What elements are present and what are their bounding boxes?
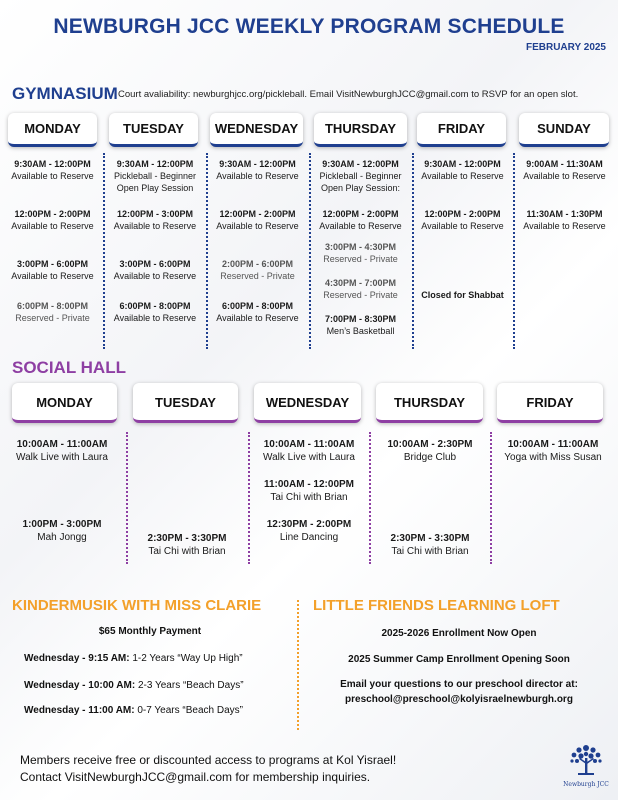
- kindermusik-session: Wednesday - 9:15 AM: 1-2 Years “Way Up High”: [24, 653, 243, 664]
- gym-separator: [103, 153, 105, 349]
- schedule-slot: 6:00PM - 8:00PM Available to Reserve: [216, 301, 299, 323]
- social-slot-thursday-1: 10:00AM - 2:30PM Bridge Club: [387, 439, 473, 463]
- tree-icon: [566, 742, 606, 776]
- social-tab-friday: FRIDAY: [497, 383, 603, 423]
- gym-tab-thursday: THURSDAY: [314, 113, 407, 147]
- social-slot-tuesday-1: 2:30PM - 3:30PM Tai Chi with Brian: [147, 533, 227, 557]
- gym-column-monday: [4, 158, 101, 348]
- social-slot-thursday-2: 2:30PM - 3:30PM Tai Chi with Brian: [390, 533, 470, 557]
- gymnasium-note: Court avaliability: newburghjcc.org/pickleball. Email VisitNewburghJCC@gmail.com to RSVP for an open slot.: [118, 89, 579, 100]
- kindermusik-session: Wednesday - 11:00 AM: 0-7 Years “Beach Days”: [24, 705, 243, 716]
- schedule-slot: 3:00PM - 4:30PM Reserved - Private: [323, 242, 398, 264]
- loft-email-link[interactable]: preschool@preschool@kolyisraelnewburgh.org: [345, 694, 573, 705]
- schedule-slot: 9:00AM - 11:30AM Available to Reserve: [523, 159, 606, 181]
- gym-tab-sunday: SUNDAY: [519, 113, 609, 147]
- gym-column-friday: [414, 158, 511, 348]
- gym-column-sunday: [515, 158, 614, 348]
- schedule-slot: 9:30AM - 12:00PM Available to Reserve: [216, 159, 299, 181]
- gym-tab-wednesday: WEDNESDAY: [210, 113, 303, 147]
- social-tab-wednesday: WEDNESDAY: [254, 383, 361, 423]
- loft-email-prompt: Email your questions to our preschool director at:: [340, 679, 578, 690]
- schedule-slot: 12:00PM - 2:00PM Available to Reserve: [11, 209, 94, 231]
- gymnasium-heading: GYMNASIUM: [12, 84, 118, 103]
- schedule-slot: 3:00PM - 6:00PM Available to Reserve: [11, 259, 94, 281]
- page-subtitle-month: FEBRUARY 2025: [525, 42, 606, 53]
- schedule-slot: 3:00PM - 6:00PM Available to Reserve: [113, 259, 197, 281]
- social-slot-monday-1: 10:00AM - 11:00AM Walk Live with Laura: [16, 439, 108, 463]
- schedule-slot: 11:30AM - 1:30PM Available to Reserve: [523, 209, 606, 231]
- social-slot-wednesday-1: 10:00AM - 11:00AM Walk Live with Laura: [263, 439, 355, 463]
- schedule-slot: 12:00PM - 3:00PM Available to Reserve: [113, 209, 197, 231]
- gym-column-thursday: [311, 158, 410, 348]
- schedule-slot: 12:00PM - 2:00PM Available to Reserve: [319, 209, 402, 231]
- schedule-slot: Closed for Shabbat: [421, 290, 504, 300]
- schedule-slot: 9:30AM - 12:00PM Available to Reserve: [11, 159, 94, 181]
- kindermusik-payment: $65 Monthly Payment: [98, 626, 202, 637]
- social-slot-monday-2: 1:00PM - 3:00PM Mah Jongg: [22, 519, 102, 543]
- schedule-slot: 12:00PM - 2:00PM Available to Reserve: [216, 209, 299, 231]
- social-tab-tuesday: TUESDAY: [133, 383, 238, 423]
- gym-tab-friday: FRIDAY: [417, 113, 506, 147]
- schedule-slot: 9:30AM - 12:00PM Available to Reserve: [421, 159, 504, 181]
- kindermusik-session: Wednesday - 10:00 AM: 2-3 Years “Beach Days”: [24, 680, 244, 691]
- schedule-slot: 9:30AM - 12:00PM Pickleball - Beginner Open Play Session:: [319, 159, 402, 193]
- gym-column-tuesday: [106, 158, 204, 348]
- gym-tab-tuesday: TUESDAY: [109, 113, 198, 147]
- social-hall-heading: SOCIAL HALL: [12, 358, 126, 377]
- schedule-slot: 6:00PM - 8:00PM Reserved - Private: [15, 301, 90, 323]
- schedule-slot: 9:30AM - 12:00PM Pickleball - Beginner Open Play Session: [113, 159, 197, 193]
- footer-line-1: Members receive free or discounted access to programs at Kol Yisrael!: [20, 753, 397, 767]
- loft-summer-camp: 2025 Summer Camp Enrollment Opening Soon: [348, 654, 570, 665]
- gym-tab-monday: MONDAY: [8, 113, 97, 147]
- schedule-slot: 4:30PM - 7:00PM Reserved - Private: [323, 278, 398, 300]
- gym-column-wednesday: [208, 158, 307, 348]
- loft-enrollment: 2025-2026 Enrollment Now Open: [381, 628, 537, 639]
- footer-line-2: Contact VisitNewburghJCC@gmail.com for membership inquiries.: [20, 770, 371, 784]
- social-slot-friday-1: 10:00AM - 11:00AM Yoga with Miss Susan: [504, 439, 602, 463]
- schedule-slot: 2:00PM - 6:00PM Reserved - Private: [220, 259, 295, 281]
- schedule-slot: 6:00PM - 8:00PM Available to Reserve: [113, 301, 197, 323]
- page-title: NEWBURGH JCC WEEKLY PROGRAM SCHEDULE: [53, 15, 565, 38]
- bottom-separator: [297, 600, 299, 730]
- logo-text: Newburgh JCC: [563, 781, 609, 788]
- schedule-slot: 12:00PM - 2:00PM Available to Reserve: [421, 209, 504, 231]
- social-tab-monday: MONDAY: [12, 383, 117, 423]
- kindermusik-heading: KINDERMUSIK WITH MISS CLARIE: [12, 597, 262, 614]
- social-tab-thursday: THURSDAY: [376, 383, 483, 423]
- jcc-logo: [560, 742, 612, 788]
- loft-heading: LITTLE FRIENDS LEARNING LOFT: [313, 597, 560, 614]
- schedule-slot: 7:00PM - 8:30PM Men’s Basketball: [324, 314, 397, 336]
- footer-text: [20, 752, 396, 786]
- social-slot-wednesday-3: 12:30PM - 2:00PM Line Dancing: [266, 519, 352, 543]
- social-slot-wednesday-2: 11:00AM - 12:00PM Tai Chi with Brian: [263, 479, 355, 503]
